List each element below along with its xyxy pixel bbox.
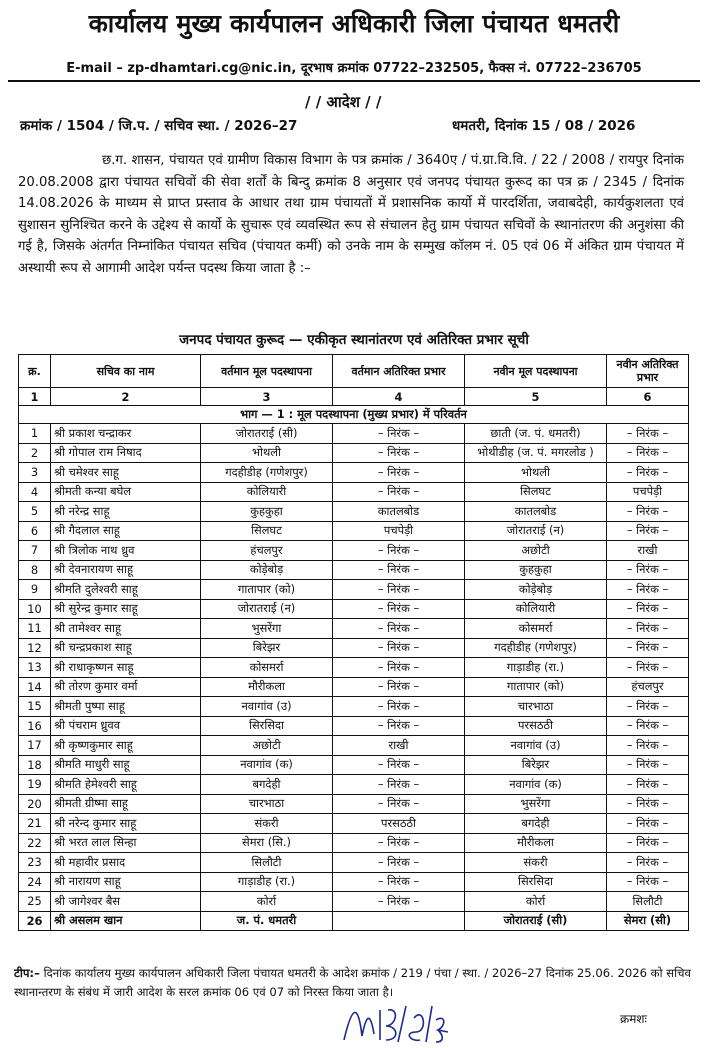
table-row: [19, 755, 689, 775]
row-new-post: भोथली: [465, 463, 607, 483]
table-row: [19, 794, 689, 814]
row-name: श्री कृष्णकुमार साहू: [51, 736, 201, 756]
header-sn: क्र.: [19, 355, 51, 388]
header-name: सचिव का नाम: [51, 355, 201, 388]
row-sn: 24: [19, 872, 51, 892]
table-row: [19, 482, 689, 502]
row-sn: 23: [19, 853, 51, 873]
row-name: श्री तामेश्वर साहू: [51, 619, 201, 639]
table-row: [19, 502, 689, 522]
row-current-extra: – निरंक –: [333, 853, 465, 873]
row-current-extra: – निरंक –: [333, 833, 465, 853]
row-name: श्री नरेन्द्र साहू: [51, 502, 201, 522]
row-new-post: गदहीडीह (गणेशपुर): [465, 638, 607, 658]
row-name: श्री जागेश्वर बैस: [51, 892, 201, 912]
row-sn: 3: [19, 463, 51, 483]
order-label: / / आदेश / /: [305, 93, 382, 111]
table-row: [19, 892, 689, 912]
table-row: [19, 677, 689, 697]
row-new-extra: – निरंक –: [607, 580, 689, 600]
row-new-post: नवागांव (उ): [465, 736, 607, 756]
row-name: श्री भरत लाल सिन्हा: [51, 833, 201, 853]
row-current-extra: – निरंक –: [333, 638, 465, 658]
row-name: श्रीमती पुष्पा साहू: [51, 697, 201, 717]
row-current-extra: – निरंक –: [333, 560, 465, 580]
row-current-post: गाड़ाडीह (रा.): [201, 872, 333, 892]
row-current-extra: – निरंक –: [333, 716, 465, 736]
row-name: श्री प्रकाश चन्द्राकर: [51, 424, 201, 444]
row-current-extra: – निरंक –: [333, 677, 465, 697]
table-row: [19, 911, 689, 931]
header-new-post: नवीन मूल पदस्थापना: [465, 355, 607, 388]
row-new-extra: – निरंक –: [607, 853, 689, 873]
row-current-extra: – निरंक –: [333, 580, 465, 600]
row-sn: 4: [19, 482, 51, 502]
table-row: [19, 775, 689, 795]
row-sn: 21: [19, 814, 51, 834]
row-sn: 5: [19, 502, 51, 522]
row-new-extra: – निरंक –: [607, 736, 689, 756]
row-name: श्री तोरण कुमार वर्मा: [51, 677, 201, 697]
row-current-extra: – निरंक –: [333, 697, 465, 717]
row-new-extra: – निरंक –: [607, 872, 689, 892]
row-new-post: कोड़ेबोड़: [465, 580, 607, 600]
row-current-extra: – निरंक –: [333, 658, 465, 678]
row-current-post: जोरातराई (न): [201, 599, 333, 619]
row-new-post: बिरेझर: [465, 755, 607, 775]
row-new-post: गाड़ाडीह (रा.): [465, 658, 607, 678]
row-new-post: भोथीडीह (ज. पं. मगरलोड ): [465, 443, 607, 463]
row-current-post: नवागांव (क): [201, 755, 333, 775]
row-current-extra: – निरंक –: [333, 541, 465, 561]
row-new-post: भुसरेंगा: [465, 794, 607, 814]
table-row: [19, 521, 689, 541]
row-current-post: सिलौटी: [201, 853, 333, 873]
row-name: श्री नारायण साहू: [51, 872, 201, 892]
row-sn: 20: [19, 794, 51, 814]
row-name: श्री देवनारायण साहू: [51, 560, 201, 580]
row-name: श्री सुरेन्द्र कुमार साहू: [51, 599, 201, 619]
row-sn: 7: [19, 541, 51, 561]
table-row: [19, 443, 689, 463]
row-sn: 14: [19, 677, 51, 697]
row-new-post: संकरी: [465, 853, 607, 873]
row-name: श्री राधाकृष्णन साहू: [51, 658, 201, 678]
row-new-post: कुहकुहा: [465, 560, 607, 580]
row-new-extra: – निरंक –: [607, 755, 689, 775]
row-name: श्री चमेश्वर साहू: [51, 463, 201, 483]
row-current-extra: – निरंक –: [333, 443, 465, 463]
row-sn: 10: [19, 599, 51, 619]
row-new-extra: – निरंक –: [607, 502, 689, 522]
row-new-extra: हंचलपुर: [607, 677, 689, 697]
table-row: [19, 833, 689, 853]
table-header-row: [19, 355, 689, 388]
row-current-extra: – निरंक –: [333, 482, 465, 502]
row-new-post: सिरसिदा: [465, 872, 607, 892]
row-current-extra: – निरंक –: [333, 892, 465, 912]
row-name: श्री त्रिलोक नाथ ध्रुव: [51, 541, 201, 561]
row-new-post: अछोटी: [465, 541, 607, 561]
row-new-post: कोलियारी: [465, 599, 607, 619]
col-number: 3: [201, 388, 333, 406]
contact-line: E-mail – zp-dhamtari.cg@nic.in, दूरभाष क्रमांक 07722–232505, फैक्स नं. 07722–236705: [66, 61, 642, 76]
row-sn: 25: [19, 892, 51, 912]
header-divider: [8, 80, 700, 82]
row-new-post: गातापार (को): [465, 677, 607, 697]
row-new-post: चारभाठा: [465, 697, 607, 717]
row-current-post: बगदेही: [201, 775, 333, 795]
row-new-extra: – निरंक –: [607, 697, 689, 717]
footnote-text: दिनांक कार्यालय मुख्य कार्यपालन अधिकारी जिला पंचायत धमतरी के आदेश क्रमांक / 219 / पंचा / स्था. / 2026–27 दिनांक 25.06. 2026 को सचिव स्थानान्तरण के संबंध में जारी आदेश के सरल क्रमांक 06 एवं 07 को निरस्त किया जाता है।: [14, 966, 691, 999]
table-row: [19, 580, 689, 600]
row-new-post: कातलबोड: [465, 502, 607, 522]
row-new-extra: सेमरा (सी): [607, 911, 689, 931]
row-new-extra: – निरंक –: [607, 619, 689, 639]
row-current-extra: – निरंक –: [333, 619, 465, 639]
row-name: श्री महावीर प्रसाद: [51, 853, 201, 873]
row-current-post: गातापार (को): [201, 580, 333, 600]
header-current-post: वर्तमान मूल पदस्थापना: [201, 355, 333, 388]
row-name: श्रीमति हेमेश्वरी साहू: [51, 775, 201, 795]
table-row: [19, 697, 689, 717]
row-new-extra: – निरंक –: [607, 794, 689, 814]
row-current-post: सेमरा (सि.): [201, 833, 333, 853]
row-current-post: गदहीडीह (गणेशपुर): [201, 463, 333, 483]
row-name: श्रीमति दुलेश्वरी साहू: [51, 580, 201, 600]
row-new-post: कोसमर्रा: [465, 619, 607, 639]
transfer-table: [18, 354, 689, 931]
row-new-post: मौरीकला: [465, 833, 607, 853]
row-new-post: बगदेही: [465, 814, 607, 834]
row-current-post: कोर्रा: [201, 892, 333, 912]
row-new-extra: – निरंक –: [607, 443, 689, 463]
row-name: श्रीमति माधुरी साहू: [51, 755, 201, 775]
row-sn: 12: [19, 638, 51, 658]
row-current-extra: कातलबोड: [333, 502, 465, 522]
row-current-post: हंचलपुर: [201, 541, 333, 561]
row-new-extra: पचपेड़ी: [607, 482, 689, 502]
row-new-extra: – निरंक –: [607, 775, 689, 795]
row-sn: 2: [19, 443, 51, 463]
table-row: [19, 541, 689, 561]
row-current-extra: – निरंक –: [333, 463, 465, 483]
row-current-extra: – निरंक –: [333, 775, 465, 795]
row-new-post: सिलघट: [465, 482, 607, 502]
part-heading: भाग — 1 : मूल पदस्थापना (मुख्य प्रभार) में परिवर्तन: [19, 406, 689, 424]
row-name: श्रीमती ग्रीष्मा साहू: [51, 794, 201, 814]
footnote-label: टीप:–: [14, 966, 40, 980]
row-current-extra: – निरंक –: [333, 424, 465, 444]
row-new-post: नवागांव (क): [465, 775, 607, 795]
row-name: श्री पंचराम ध्रुवव: [51, 716, 201, 736]
row-sn: 26: [19, 911, 51, 931]
table-row: [19, 463, 689, 483]
row-new-extra: – निरंक –: [607, 833, 689, 853]
row-new-extra: – निरंक –: [607, 814, 689, 834]
row-current-post: कोलियारी: [201, 482, 333, 502]
row-current-extra: – निरंक –: [333, 872, 465, 892]
row-current-post: मौरीकला: [201, 677, 333, 697]
row-current-post: ज. पं. धमतरी: [201, 911, 333, 931]
table-row: [19, 658, 689, 678]
row-new-post: परसठठी: [465, 716, 607, 736]
row-current-extra: राखी: [333, 736, 465, 756]
row-current-extra: [333, 911, 465, 931]
column-number-row: [19, 388, 689, 406]
row-name: श्री नरेन्द कुमार साहू: [51, 814, 201, 834]
row-new-post: छाती (ज. पं. धमतरी): [465, 424, 607, 444]
row-current-post: भोथली: [201, 443, 333, 463]
row-current-post: भुसरेंगा: [201, 619, 333, 639]
row-sn: 13: [19, 658, 51, 678]
header-new-extra: नवीन अतिरिक्त प्रभार: [607, 355, 689, 388]
row-name: श्री चन्द्रप्रकाश साहू: [51, 638, 201, 658]
row-current-extra: – निरंक –: [333, 755, 465, 775]
row-current-post: संकरी: [201, 814, 333, 834]
row-sn: 16: [19, 716, 51, 736]
row-new-post: जोरातराई (सी): [465, 911, 607, 931]
table-title: जनपद पंचायत कुरूद — एकीकृत स्थानांतरण एवं अतिरिक्त प्रभार सूची: [179, 332, 529, 348]
row-sn: 1: [19, 424, 51, 444]
col-number: 1: [19, 388, 51, 406]
table-row: [19, 424, 689, 444]
row-new-extra: – निरंक –: [607, 424, 689, 444]
row-new-extra: – निरंक –: [607, 658, 689, 678]
row-current-extra: – निरंक –: [333, 599, 465, 619]
row-sn: 6: [19, 521, 51, 541]
col-number: 2: [51, 388, 201, 406]
row-current-post: सिलघट: [201, 521, 333, 541]
table-row: [19, 814, 689, 834]
col-number: 6: [607, 388, 689, 406]
order-body: छ.ग. शासन, पंचायत एवं ग्रामीण विकास विभाग के पत्र क्रमांक / 3640ए / पं.ग्रा.वि.वि. / 22 / 2008 / रायपुर दिनांक 20.08.2008 द्वारा पंचायत सचिवों की सेवा शर्तों के बिन्दु क्रमांक 8 अनुसार एवं जनपद पंचायत कुरूद का पत्र क्र / 2345 / दिनांक 14.08.2026 के माध्यम से प्राप्त प्रस्ताव के आधार तथा ग्राम पंचायतों में प्रशासनिक कार्यो में पारदर्शिता, जवाबदेही, कार्यकुशलता एवं सुशासन सुनिश्चित करने के उद्देश्य से कार्यो के सुचारू एवं व्यवस्थित रूप से संचालन हेतु ग्राम पंचायत सचिवों के स्थानांतरण की अनुशंसा की गई है, जिसके अंतर्गत निम्नांकित पंचायत सचिव (पंचायत कर्मी) को उनके नाम के सम्मुख कॉलम नं. 05 एवं 06 में अंकित ग्राम पंचायत में अस्थायी रूप से आगामी आदेश पर्यन्त पदस्थ किया जाता है :–: [18, 153, 684, 276]
table-row: [19, 736, 689, 756]
row-sn: 17: [19, 736, 51, 756]
row-current-post: अछोटी: [201, 736, 333, 756]
table-row: [19, 638, 689, 658]
row-name: श्री गैदलाल साहू: [51, 521, 201, 541]
table-row: [19, 716, 689, 736]
row-sn: 22: [19, 833, 51, 853]
row-current-post: जोरातराई (सी): [201, 424, 333, 444]
row-sn: 18: [19, 755, 51, 775]
table-row: [19, 599, 689, 619]
row-sn: 8: [19, 560, 51, 580]
col-number: 4: [333, 388, 465, 406]
row-current-post: नवागांव (उ): [201, 697, 333, 717]
row-new-post: जोरातराई (न): [465, 521, 607, 541]
part-heading-row: [19, 406, 689, 424]
continued-label: क्रमशः: [620, 1012, 647, 1026]
row-current-extra: – निरंक –: [333, 794, 465, 814]
row-new-post: कोर्रा: [465, 892, 607, 912]
row-current-post: कोड़ेबोड़: [201, 560, 333, 580]
row-sn: 9: [19, 580, 51, 600]
row-current-post: चारभाठा: [201, 794, 333, 814]
row-new-extra: राखी: [607, 541, 689, 561]
row-current-post: कुहकुहा: [201, 502, 333, 522]
order-reference: क्रमांक / 1504 / जि.प. / सचिव स्था. / 2026–27: [20, 118, 298, 134]
row-current-extra: परसठठी: [333, 814, 465, 834]
row-new-extra: – निरंक –: [607, 638, 689, 658]
row-new-extra: – निरंक –: [607, 521, 689, 541]
row-new-extra: – निरंक –: [607, 463, 689, 483]
row-sn: 19: [19, 775, 51, 795]
row-current-post: कोसमर्रा: [201, 658, 333, 678]
row-new-extra: – निरंक –: [607, 716, 689, 736]
row-name: श्री गोपाल राम निषाद: [51, 443, 201, 463]
row-new-extra: – निरंक –: [607, 599, 689, 619]
row-new-extra: सिलौटी: [607, 892, 689, 912]
table-row: [19, 872, 689, 892]
row-current-post: सिरसिदा: [201, 716, 333, 736]
row-name: श्री असलम खान: [51, 911, 201, 931]
row-sn: 15: [19, 697, 51, 717]
row-current-extra: पचपेड़ी: [333, 521, 465, 541]
row-current-post: बिरेझर: [201, 638, 333, 658]
table-row: [19, 619, 689, 639]
office-title: कार्यालय मुख्य कार्यपालन अधिकारी जिला पंचायत धमतरी: [88, 9, 620, 38]
table-row: [19, 853, 689, 873]
order-dateline: धमतरी, दिनांक 15 / 08 / 2026: [452, 118, 636, 134]
row-name: श्रीमती कन्या बघेल: [51, 482, 201, 502]
col-number: 5: [465, 388, 607, 406]
table-row: [19, 560, 689, 580]
row-new-extra: – निरंक –: [607, 560, 689, 580]
handwritten-signature: [340, 996, 450, 1044]
row-sn: 11: [19, 619, 51, 639]
header-current-extra: वर्तमान अतिरिक्त प्रभार: [333, 355, 465, 388]
